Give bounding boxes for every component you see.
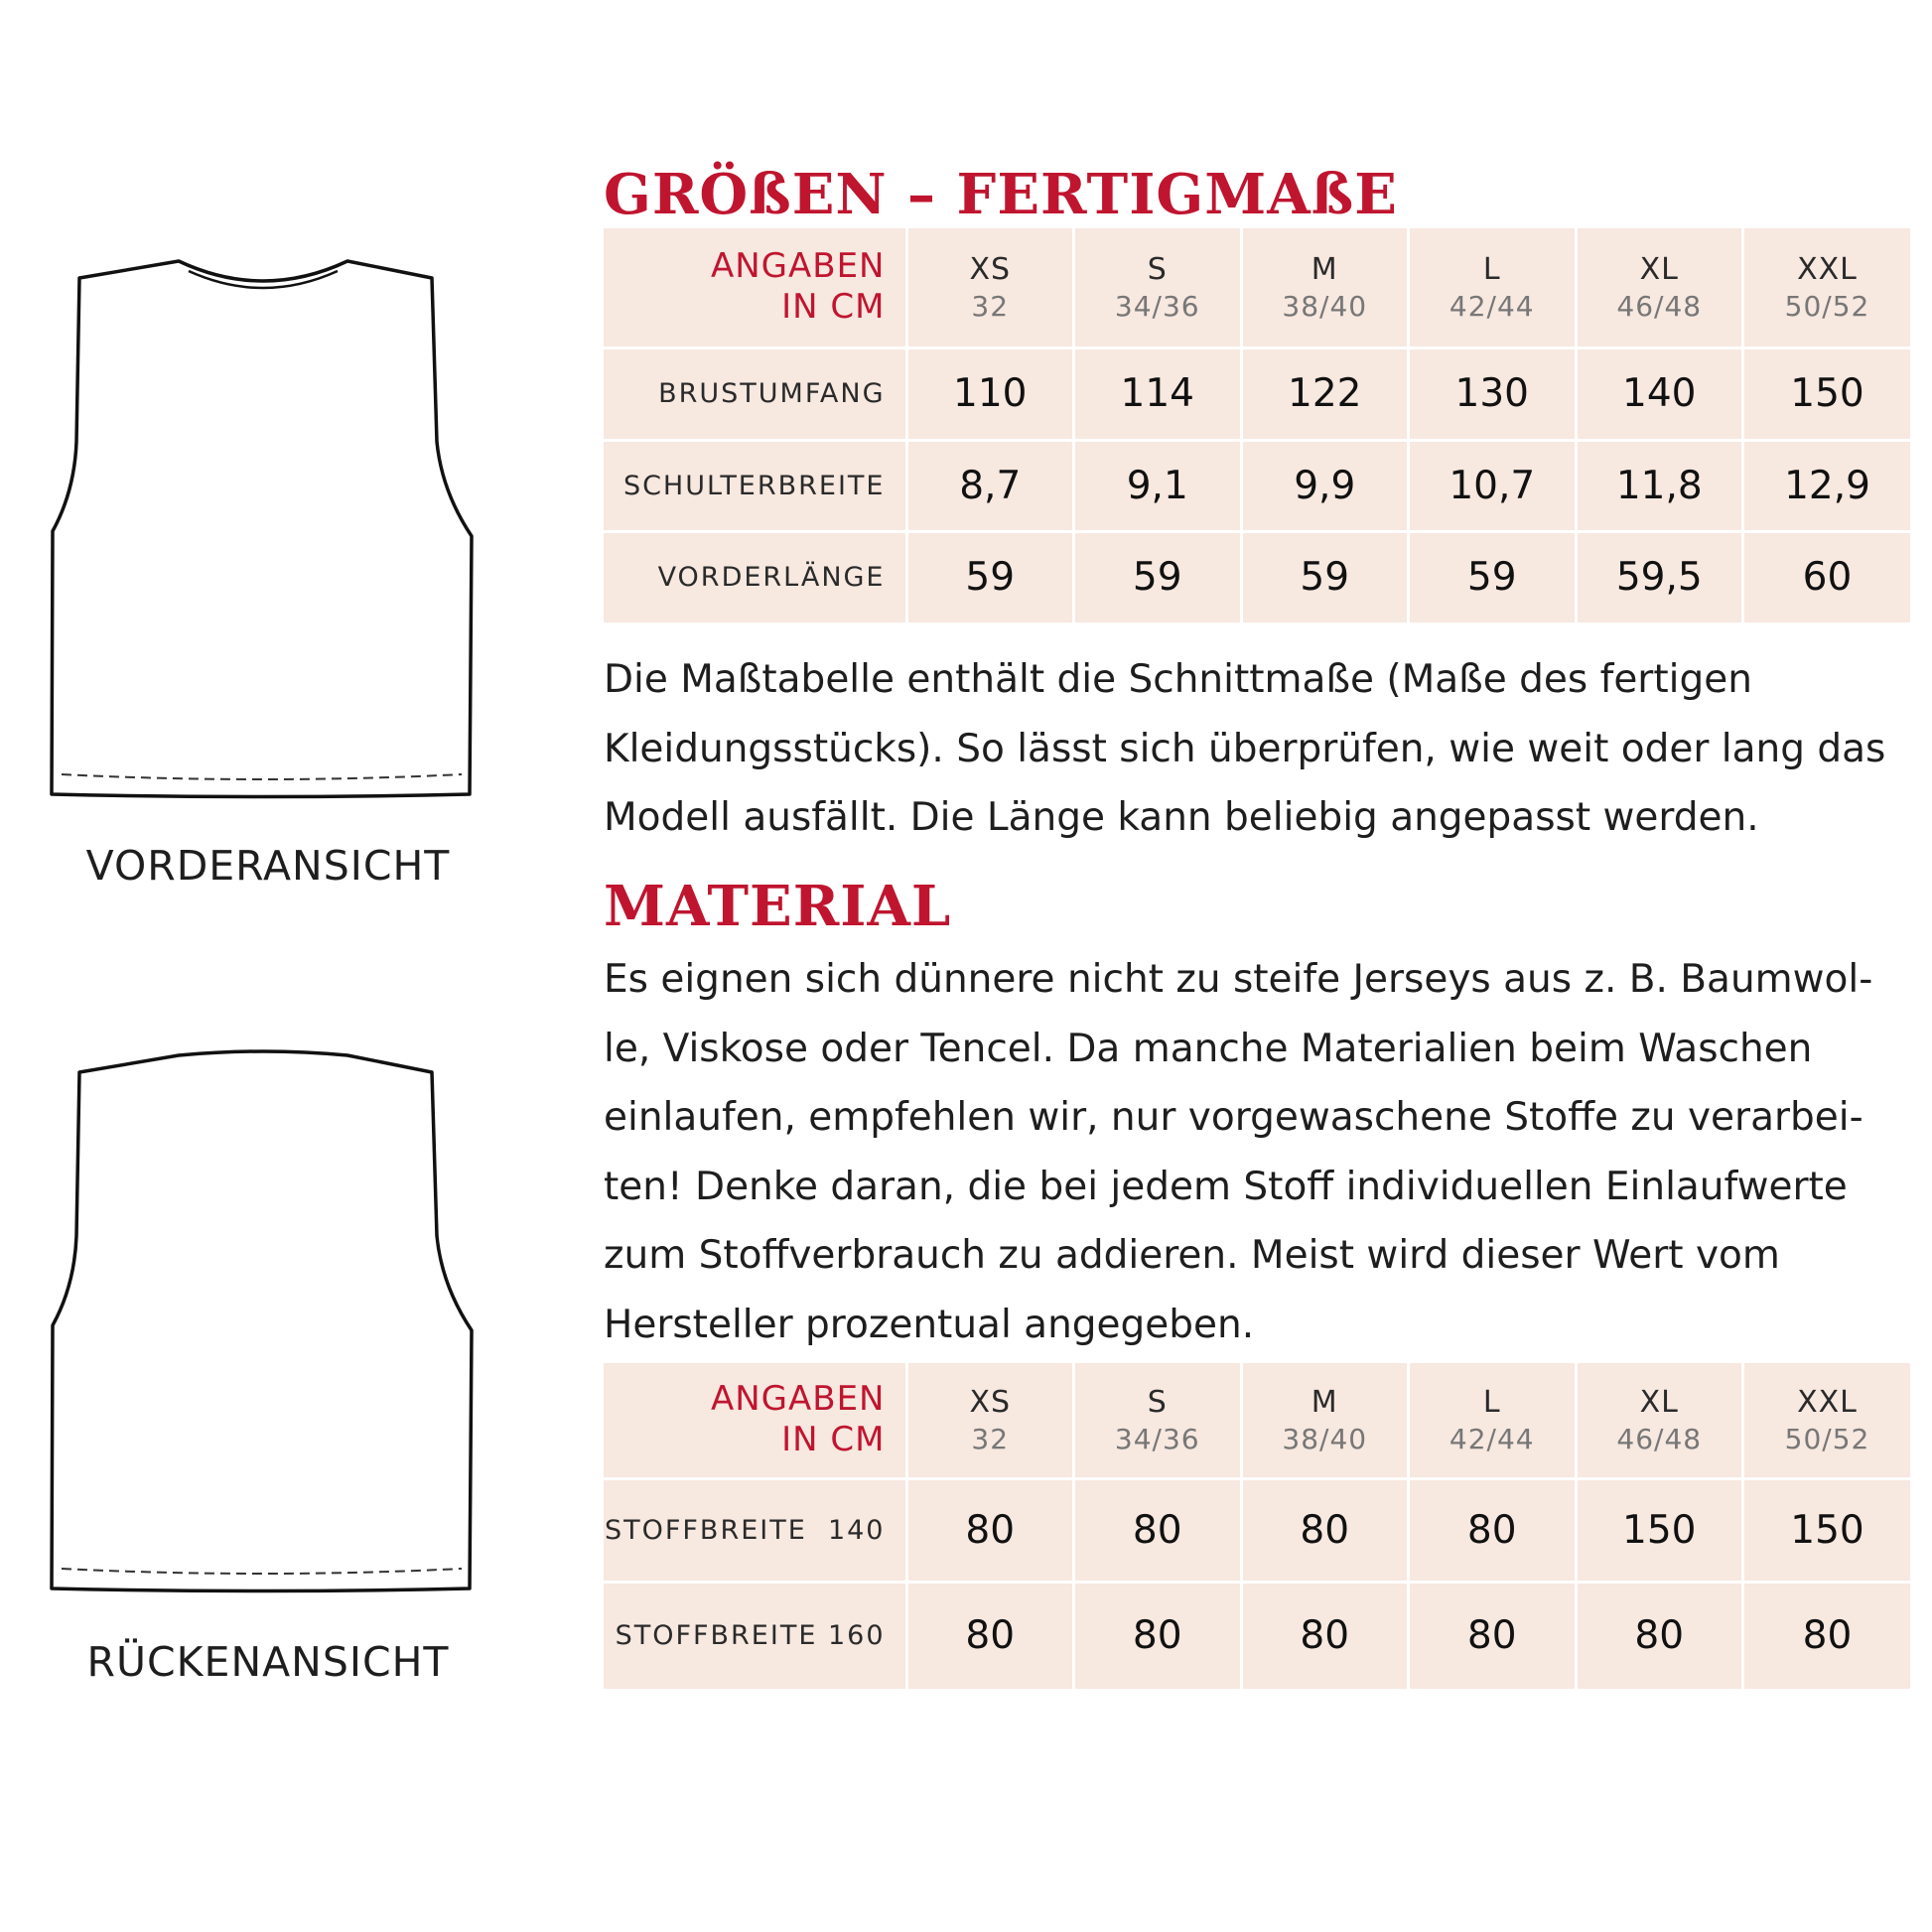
table-cell: 59 bbox=[1409, 531, 1577, 622]
table-cell: 59,5 bbox=[1576, 531, 1743, 622]
material-paragraph bbox=[604, 945, 1914, 1359]
row-label: STOFFBREITE 160 bbox=[604, 1582, 906, 1689]
size-number: 32 bbox=[971, 289, 1010, 323]
size-column-header bbox=[1074, 1363, 1242, 1478]
front-top-drawing bbox=[40, 243, 486, 819]
table-cell: 80 bbox=[906, 1582, 1074, 1689]
table-cell: 80 bbox=[1241, 1478, 1409, 1582]
fabric-table bbox=[604, 1363, 1910, 1689]
corner-line-1: ANGABEN bbox=[710, 1378, 886, 1419]
sizes-note-paragraph bbox=[604, 645, 1914, 853]
size-column-header bbox=[1576, 228, 1743, 347]
size-column-header bbox=[1241, 1363, 1409, 1478]
table-cell: 80 bbox=[1074, 1582, 1242, 1689]
table-cell: 130 bbox=[1409, 347, 1577, 440]
table-row bbox=[604, 440, 1910, 531]
row-label: SCHULTERBREITE bbox=[604, 440, 906, 531]
size-number: 42/44 bbox=[1449, 1422, 1535, 1455]
size-column-header bbox=[906, 1363, 1074, 1478]
size-name: L bbox=[1482, 251, 1501, 287]
size-number: 46/48 bbox=[1616, 1422, 1703, 1455]
size-number: 50/52 bbox=[1784, 1422, 1870, 1455]
size-column-header bbox=[906, 228, 1074, 347]
size-name: XL bbox=[1639, 1384, 1679, 1420]
table-cell: 80 bbox=[1409, 1582, 1577, 1689]
back-view-sketch bbox=[40, 1037, 486, 1613]
row-label: BRUSTUMFANG bbox=[604, 347, 906, 440]
size-number: 50/52 bbox=[1784, 289, 1870, 323]
table-cell: 150 bbox=[1576, 1478, 1743, 1582]
paragraph-line: einlaufen, empfehlen wir, nur vorgewaschene Stoffe zu verarbei- bbox=[604, 1095, 1863, 1140]
table-cell: 122 bbox=[1241, 347, 1409, 440]
corner-line-2: IN CM bbox=[781, 287, 886, 328]
paragraph-line: Modell ausfällt. Die Länge kann beliebig angepasst werden. bbox=[604, 795, 1759, 840]
table-header-row bbox=[604, 228, 1910, 347]
table-cell: 140 bbox=[1576, 347, 1743, 440]
table-cell: 9,9 bbox=[1241, 440, 1409, 531]
size-number: 38/40 bbox=[1282, 1422, 1368, 1455]
table-cell: 10,7 bbox=[1409, 440, 1577, 531]
size-column-header bbox=[1409, 228, 1577, 347]
paragraph-line: Es eignen sich dünnere nicht zu steife Jerseys aus z. B. Baumwol- bbox=[604, 957, 1873, 1002]
back-view-label: RÜCKENANSICHT bbox=[86, 1638, 450, 1686]
sizes-table bbox=[604, 228, 1910, 622]
table-corner-label bbox=[604, 1363, 906, 1478]
size-name: XXL bbox=[1797, 251, 1858, 287]
material-heading: MATERIAL bbox=[604, 874, 952, 939]
table-row bbox=[604, 1478, 1910, 1582]
table-cell: 80 bbox=[906, 1478, 1074, 1582]
row-label: VORDERLÄNGE bbox=[604, 531, 906, 622]
front-view-label: VORDERANSICHT bbox=[85, 842, 451, 890]
paragraph-line: Kleidungsstücks). So lässt sich überprüfen, wie weit oder lang das bbox=[604, 726, 1886, 771]
size-name: XS bbox=[969, 1384, 1012, 1420]
table-cell: 8,7 bbox=[906, 440, 1074, 531]
front-view-sketch bbox=[40, 243, 486, 819]
sizes-heading: GRÖßEN – FERTIGMAßE bbox=[604, 162, 1398, 227]
back-top-drawing bbox=[40, 1037, 486, 1613]
size-number: 34/36 bbox=[1114, 1422, 1200, 1455]
size-column-header bbox=[1074, 228, 1242, 347]
table-cell: 150 bbox=[1743, 1478, 1911, 1582]
table-cell: 11,8 bbox=[1576, 440, 1743, 531]
paragraph-line: Hersteller prozentual angegeben. bbox=[604, 1302, 1255, 1347]
table-cell: 59 bbox=[1074, 531, 1242, 622]
size-column-header bbox=[1576, 1363, 1743, 1478]
table-cell: 150 bbox=[1743, 347, 1911, 440]
table-cell: 59 bbox=[906, 531, 1074, 622]
size-number: 34/36 bbox=[1114, 289, 1200, 323]
size-name: XS bbox=[969, 251, 1012, 287]
size-name: M bbox=[1311, 1384, 1338, 1420]
table-row bbox=[604, 531, 1910, 622]
table-cell: 80 bbox=[1802, 1613, 1853, 1659]
size-column-header bbox=[1409, 1363, 1577, 1478]
table-cell: 59 bbox=[1241, 531, 1409, 622]
table-cell: 114 bbox=[1074, 347, 1242, 440]
paragraph-line: ten! Denke daran, die bei jedem Stoff individuellen Einlaufwerte bbox=[604, 1164, 1848, 1209]
size-name: XXL bbox=[1797, 1384, 1858, 1420]
size-name: S bbox=[1147, 1384, 1168, 1420]
paragraph-line: le, Viskose oder Tencel. Da manche Materialien beim Waschen bbox=[604, 1026, 1813, 1071]
table-row bbox=[604, 347, 1910, 440]
row-label: STOFFBREITE 140 bbox=[604, 1478, 906, 1582]
size-number: 46/48 bbox=[1616, 289, 1703, 323]
corner-line-2: IN CM bbox=[781, 1420, 886, 1460]
size-name: S bbox=[1147, 251, 1168, 287]
size-column-header bbox=[1743, 1363, 1911, 1478]
size-column-header bbox=[1743, 228, 1911, 347]
size-number: 38/40 bbox=[1282, 289, 1368, 323]
paragraph-line: zum Stoffverbrauch zu addieren. Meist wird dieser Wert vom bbox=[604, 1233, 1780, 1278]
table-cell: 80 bbox=[1576, 1582, 1743, 1689]
size-column-header bbox=[1241, 228, 1409, 347]
size-name: L bbox=[1482, 1384, 1501, 1420]
corner-line-1: ANGABEN bbox=[710, 245, 886, 286]
table-cell: 60 bbox=[1802, 555, 1853, 601]
table-cell: 80 bbox=[1074, 1478, 1242, 1582]
table-cell: 80 bbox=[1409, 1478, 1577, 1582]
size-name: M bbox=[1311, 251, 1338, 287]
size-name: XL bbox=[1639, 251, 1679, 287]
table-corner-label bbox=[604, 228, 906, 347]
table-header-row bbox=[604, 1363, 1910, 1478]
size-number: 32 bbox=[971, 1422, 1010, 1455]
table-cell: 12,9 bbox=[1743, 440, 1911, 531]
table-row bbox=[604, 1582, 1910, 1689]
table-cell: 80 bbox=[1241, 1582, 1409, 1689]
table-cell: 110 bbox=[906, 347, 1074, 440]
paragraph-line: Die Maßtabelle enthält die Schnittmaße (Maße des fertigen bbox=[604, 657, 1752, 702]
size-number: 42/44 bbox=[1449, 289, 1535, 323]
table-cell: 9,1 bbox=[1074, 440, 1242, 531]
